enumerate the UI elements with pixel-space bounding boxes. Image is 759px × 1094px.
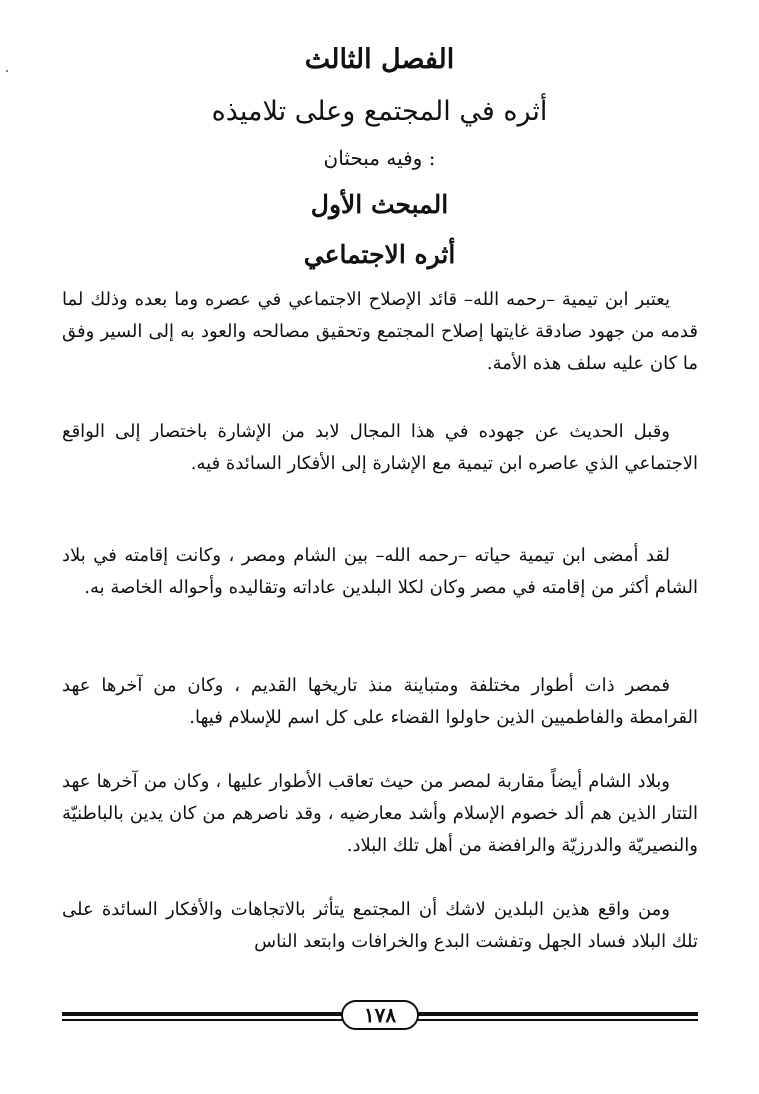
- paragraph-2: [62, 416, 698, 480]
- paragraph-1: [62, 284, 698, 380]
- paragraph-text: وقبل الحديث عن جهوده في هذا المجال لابد من الإشارة باختصار إلى الواقع الاجتماعي الذي عاصره ابن تيمية مع الإشارة إلى الأفكار السائدة فيه.: [62, 421, 698, 474]
- chapter-subtitle: أثره في المجتمع وعلى تلاميذه: [211, 96, 548, 127]
- page-number: ١٧٨: [341, 1000, 419, 1030]
- paragraph-5: [62, 766, 698, 862]
- paragraph-text: وبلاد الشام أيضاً مقاربة لمصر من حيث تعاقب الأطوار عليها ، وكان من آخرها عهد التتار الذين هم ألد خصوم الإسلام وأشد معارضيه ، وقد ناصرهم من كان يدين بالباطنيّة والنصيريّة والدرزيّة والرافضة من أهل تلك البلاد.: [62, 771, 698, 856]
- paragraph-6: [62, 894, 698, 958]
- section-title: المبحث الأول: [310, 190, 449, 219]
- paragraph-text: فمصر ذات أطوار مختلفة ومتباينة منذ تاريخها القديم ، وكان من آخرها عهد القرامطة والفاطميين الذين حاولوا القضاء على كل اسم للإسلام فيها.: [62, 675, 698, 728]
- chapter-intro: وفيه مبحثان :: [323, 146, 436, 170]
- page-footer: [62, 1000, 698, 1034]
- paragraph-4: [62, 670, 698, 734]
- chapter-title: الفصل الثالث: [304, 44, 455, 75]
- section-subtitle: أثره الاجتماعي: [303, 240, 456, 269]
- paragraph-text: لقد أمضى ابن تيمية حياته –رحمه الله– بين الشام ومصر ، وكانت إقامته في بلاد الشام أكثر من إقامته في مصر وكان لكلا البلدين عاداته وتقاليده وأحواله الخاصة به.: [62, 545, 698, 598]
- paragraph-text: يعتبر ابن تيمية –رحمه الله– قائد الإصلاح الاجتماعي في عصره وما بعده وذلك لما قدمه من جهود صادقة غايتها إصلاح المجتمع وتحقيق مصالحه والعود به إلى السير وفق ما كان عليه سلف هذه الأمة.: [62, 289, 698, 374]
- paragraph-text: ومن واقع هذين البلدين لاشك أن المجتمع يتأثر بالاتجاهات والأفكار السائدة على تلك البلاد فساد الجهل وتفشت البدع والخرافات وابتعد الناس: [62, 899, 698, 952]
- paragraph-3: [62, 540, 698, 604]
